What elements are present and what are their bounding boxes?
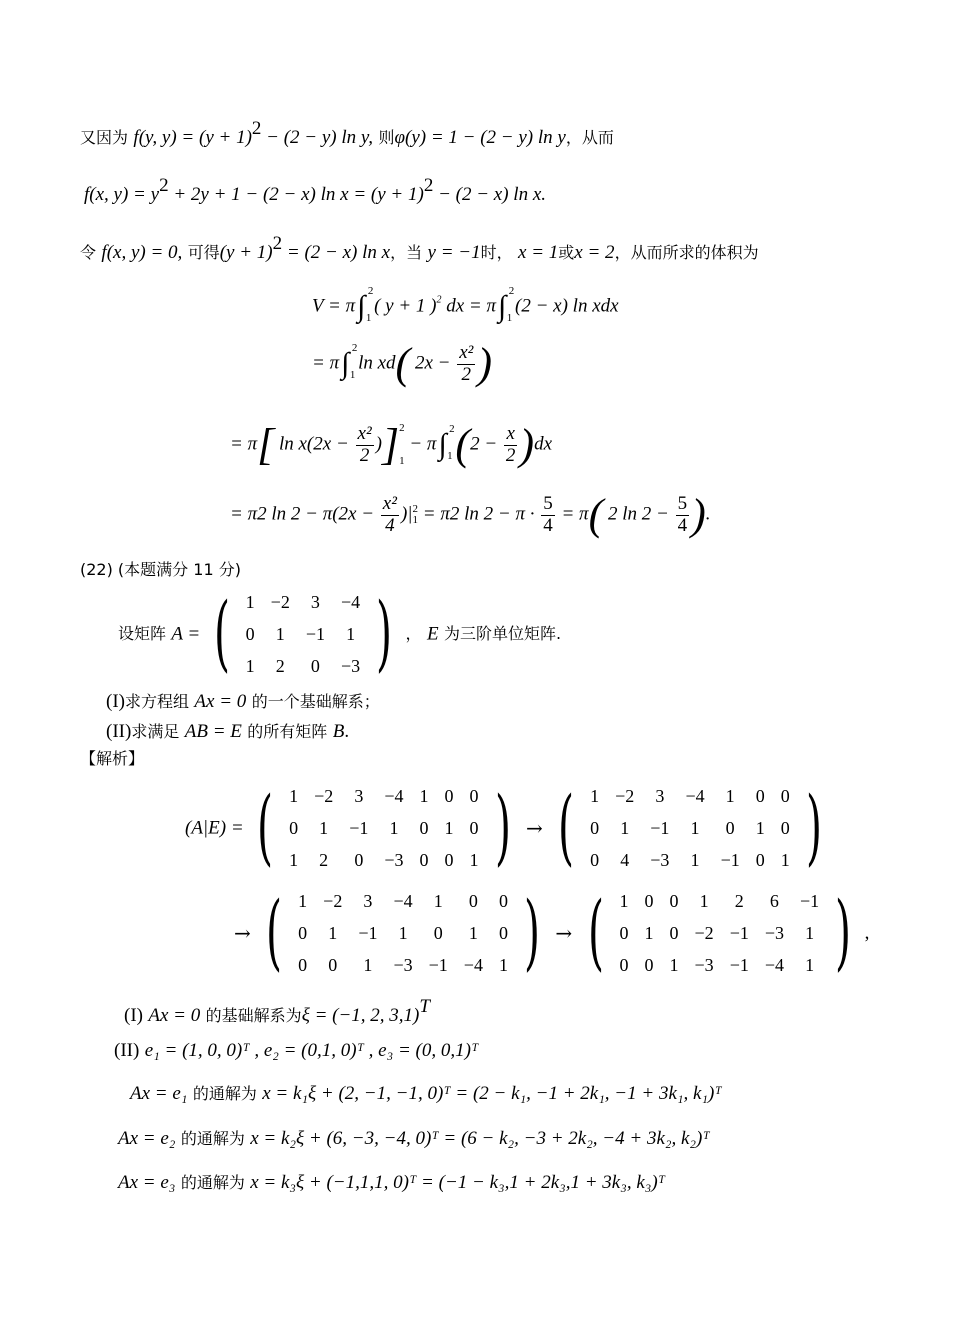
matrix-cell: 1 [433,891,443,911]
matrix-cell: −4 [340,592,361,612]
solution-part-1: (I) Ax = 0 的基础解系为ξ = (−1, 2, 3,1)$^T$ [124,996,430,1026]
matrix-cell: 1 [245,656,255,676]
matrix-cell: −2 [694,923,714,943]
matrix-cell: −3 [393,955,413,975]
math: = (2 − x) ln x [282,242,391,263]
matrix-cell: 1 [468,923,478,943]
paren-right: ) [376,586,393,681]
text: 令 [80,243,97,262]
matrix-cell: 1 [669,955,679,975]
matrix-cell: −2 [323,891,343,911]
volume-eq-4: = π2 ln 2 − π(2x − $\frac{\text{x²}}{4}$ )| 2 1 = π2 ln 2 − π · $\frac{5}{4}$ = π( 2 ln 2 − $\frac{5}{4}$ ). [230,490,711,539]
matrix-cell: 1 [644,923,654,943]
paren-left: ( [587,885,604,980]
matrix-cell: 3 [363,891,373,911]
volume-eq-2 [312,339,492,388]
problem-part-2: (II)求满足 AB = E 的所有矩阵 B. [106,721,350,742]
solution-e1: Ax = e₁ 的通解为 x = k₁ξ + (2, −1, −1, 0)ᵀ = (2 − k₁, −1 + 2k₁, −1 + 3k₁, k₁)ᵀ [130,1083,722,1104]
matrix-cell: 1 [298,891,308,911]
math: f(x, y) = y [84,184,160,205]
matrix-cell: −3 [694,955,714,975]
matrix-cell: 0 [498,891,508,911]
solution-heading: 【解析】 [80,749,145,768]
text: ，当 [390,243,423,262]
text: 设矩阵 [118,624,167,643]
matrix-cell: 2 [275,656,285,676]
fraction: $\frac{\text{x²}}{4}$ [382,492,397,536]
arrow-right-icon: → [525,816,543,840]
matrix-cell: 1 [245,592,255,612]
matrix-cell: 0 [289,818,299,838]
matrix-cell: 0 [755,850,765,870]
matrix-cell: 1 [690,850,700,870]
math: x = 2 [574,242,615,263]
matrix-cell: −2 [270,592,290,612]
matrix-cell: −1 [305,624,325,644]
math: ln xd [358,352,396,374]
math: φ(y) = 1 − (2 − y) ln y [394,127,566,148]
matrix-cell: 0 [780,786,790,806]
matrix-cell: −1 [729,955,749,975]
matrix-cell: −3 [764,923,784,943]
bracket-left: [ [257,420,275,469]
text: 则 [378,128,395,147]
math: = π [312,352,340,374]
paren-right: ) [523,885,540,980]
math: 2 − [470,433,498,455]
math: y = −1 [427,242,481,263]
matrix-cell: 1 [289,786,299,806]
fraction: $\frac{x}{2}$ [505,422,516,466]
matrix-A-table [238,586,368,682]
matrix-step-2 [550,780,830,876]
matrix-cell: −4 [463,955,483,975]
math: x = 1 [518,242,559,263]
matrix-cell: 1 [389,818,399,838]
text: 或 [558,243,575,262]
bracket-right: ] [381,420,400,469]
math-sup: 2 [251,118,262,139]
arrow-right-icon: → [234,921,251,945]
math: A = [171,623,201,645]
math: − π [409,433,437,455]
matrix-cell: 4 [620,850,630,870]
paren-right: ) [691,490,706,539]
paren-right: ) [494,780,511,875]
matrix-cell: 1 [444,818,454,838]
matrix-cell: 0 [590,850,600,870]
fraction: $\frac{\text{x²}}{2}$ [357,422,372,466]
matrix-table [582,780,798,876]
math: − (2 − y) ln y, [261,127,374,148]
paren-left: ( [213,586,230,681]
matrix-cell: 1 [805,923,815,943]
matrix-cell: −4 [393,891,413,911]
row-reduction-1: (A|E) = ( 1 −2 3 −4 1 0 0 0 1 −1 1 0 1 0 1 2 0 −3 0 0 1 ) → ( 1 −2 3 −4 1 0 0 0 1 −1 1 0 1 0 0 4 −3 1 −1 0 1 ) [185,780,830,876]
matrix-cell: 1 [469,850,479,870]
matrix-cell: 0 [433,923,443,943]
matrix-cell: −3 [340,656,361,676]
matrix-cell: −1 [650,818,670,838]
matrix-cell: 1 [346,624,356,644]
matrix-AE [249,780,518,876]
matrix-cell: 1 [398,923,408,943]
paren-right: ) [805,780,822,875]
matrix-cell: 1 [690,818,700,838]
math: 2x − [414,352,451,374]
matrix-cell: 0 [755,786,765,806]
fraction: $\frac{\text{x²}}{2}$ [459,341,474,385]
matrix-cell: 0 [590,818,600,838]
matrix-table [281,780,486,876]
matrix-step-4 [580,885,860,981]
matrix-cell: 0 [498,923,508,943]
text: ，从而所求的体积为 [614,243,759,262]
matrix-cell: 1 [755,818,765,838]
matrix-cell: 0 [469,786,479,806]
matrix-cell: 0 [310,656,320,676]
matrix-cell: −1 [720,850,740,870]
text-line-2 [84,176,546,204]
matrix-cell: 0 [468,891,478,911]
matrix-cell: 0 [725,818,735,838]
matrix-cell: −2 [314,786,334,806]
matrix-cell: 1 [699,891,709,911]
math: dx [534,433,552,455]
matrix-cell: 1 [319,818,329,838]
matrix-cell: −1 [800,891,820,911]
matrix-cell: 1 [363,955,373,975]
matrix-cell: 2 [734,891,744,911]
matrix-cell: 3 [310,592,320,612]
text-line-3 [80,234,759,262]
matrix-cell: 0 [469,818,479,838]
matrix-cell: 0 [444,850,454,870]
matrix-cell: 0 [669,891,679,911]
matrix-cell: 0 [298,923,308,943]
matrix-cell: −2 [615,786,635,806]
text: 又因为 [80,128,129,147]
integral-icon: ∫ 2 1 [438,423,455,462]
paren-left: ( [455,420,471,469]
fraction: $\frac{5}{4}$ [677,492,688,536]
matrix-cell: 0 [419,818,429,838]
math-sup: 2 [272,233,283,254]
arrow-right-icon: → [555,921,573,945]
matrix-cell: 1 [619,891,629,911]
matrix-cell: −1 [358,923,378,943]
matrix-cell: 3 [354,786,364,806]
math: = π [556,503,589,525]
problem-part-1: (I)求方程组 Ax = 0 的一个基础解系； [106,691,380,712]
matrix-cell: 0 [669,923,679,943]
row-reduction-2: → ( 1 −2 3 −4 1 0 0 0 1 −1 1 0 1 0 0 0 1 −3 −1 −4 1 ) → ( 1 0 0 1 2 6 −1 0 1 0 −2 −1 −3 1 0 0 1 −3 −1 −4 1 ) , [234,885,870,980]
matrix-cell: 3 [655,786,665,806]
matrix-cell: −1 [428,955,448,975]
problem-header: (22) (本题满分 11 分) [80,560,241,579]
solution-part-2: (II) e₁ = (1, 0, 0)ᵀ , e₂ = (0,1, 0)ᵀ , e₃ = (0, 0,1)ᵀ [114,1040,479,1061]
matrix-cell: 0 [354,850,364,870]
matrix-cell: 0 [780,818,790,838]
paren-right: ) [477,339,492,388]
math: ( y + 1 ) [374,295,437,317]
paren-left: ( [558,780,575,875]
matrix-cell: 0 [444,786,454,806]
matrix-cell: 2 [319,850,329,870]
math: dx = π [441,295,497,317]
solution-e2: Ax = e₂ 的通解为 x = k₂ξ + (6, −3, −4, 0)ᵀ = (6 − k₂, −3 + 2k₂, −4 + 3k₂, k₂)ᵀ [118,1128,710,1149]
matrix-cell: −4 [685,786,705,806]
matrix-cell: −1 [729,923,749,943]
integral-icon: ∫ 2 1 [341,342,358,381]
matrix-cell: 0 [619,923,629,943]
matrix-cell: 0 [245,624,255,644]
text: 可得 [187,243,220,262]
volume-eq-3: = π[ ln x(2x − $\frac{\text{x²}}{2}$ )] 2 1 − π∫ 2 1 (2 − $\frac{x}{2}$ )dx [230,420,552,469]
paren-left: ( [395,339,411,388]
math: = π [230,433,258,455]
matrix-cell: 1 [328,923,338,943]
matrix-A [206,586,400,682]
matrix-cell: 1 [289,850,299,870]
matrix-A-definition: 设矩阵 A = ( 1 −2 3 −4 0 1 −1 1 1 2 0 −3 ) ， E 为三阶单位矩阵. [118,586,562,681]
paren-right: ) [519,420,535,469]
matrix-table [612,885,828,981]
paren-left: ( [257,780,274,875]
matrix-cell: 1 [419,786,429,806]
math: f(y, y) = (y + 1) [133,127,252,148]
matrix-cell: 1 [805,955,815,975]
math: (2 − x) ln xdx [515,295,619,317]
matrix-cell: 1 [275,624,285,644]
matrix-cell: 1 [780,850,790,870]
matrix-cell: 0 [419,850,429,870]
math-sup: 2 [159,175,169,196]
math: ln x(2x − [278,433,349,455]
matrix-cell: −4 [384,786,404,806]
matrix-cell: 1 [620,818,630,838]
matrix-cell: 6 [769,891,779,911]
math: − (2 − x) ln x. [433,184,547,205]
text: ，从而 [565,128,614,147]
math: 2 ln 2 − [607,503,669,525]
matrix-cell: −1 [349,818,369,838]
matrix-cell: 0 [619,955,629,975]
math: = π2 ln 2 − π · [422,503,535,525]
math: + 2y + 1 − (2 − x) ln x = (y + 1) [168,184,424,205]
matrix-cell: 0 [644,891,654,911]
integral-icon: ∫ 2 1 [357,285,374,324]
matrix-cell: 0 [644,955,654,975]
matrix-cell: −3 [384,850,404,870]
paren-left: ( [588,490,604,539]
paren-left: ( [266,885,283,980]
matrix-step-3 [258,885,548,981]
matrix-table [290,885,516,981]
solution-e3: Ax = e₃ 的通解为 x = k₃ξ + (−1,1,1, 0)ᵀ = (−1 − k₃,1 + 2k₃,1 + 3k₃, k₃)ᵀ [118,1172,666,1193]
fraction: $\frac{5}{4}$ [543,492,553,536]
text-line-1 [80,119,614,147]
matrix-cell: 1 [498,955,508,975]
matrix-cell: −4 [764,955,784,975]
matrix-cell: −3 [650,850,670,870]
volume-eq-1: V = π∫ 2 1 ( y + 1 )$^2$ dx = π∫ 2 1 (2 − x) ln xdx [312,285,619,324]
matrix-cell: 1 [725,786,735,806]
math: = π2 ln 2 − π(2x − [230,503,375,525]
text: 时， [480,243,513,262]
matrix-cell: 0 [328,955,338,975]
matrix-cell: 0 [298,955,308,975]
math: V = π [312,295,356,317]
math-sup: 2 [423,175,434,196]
math: (y + 1) [219,242,273,263]
paren-right: ) [835,885,852,980]
integral-icon: ∫ 2 1 [498,285,515,324]
math: f(x, y) = 0, [101,242,183,263]
matrix-cell: 1 [590,786,600,806]
